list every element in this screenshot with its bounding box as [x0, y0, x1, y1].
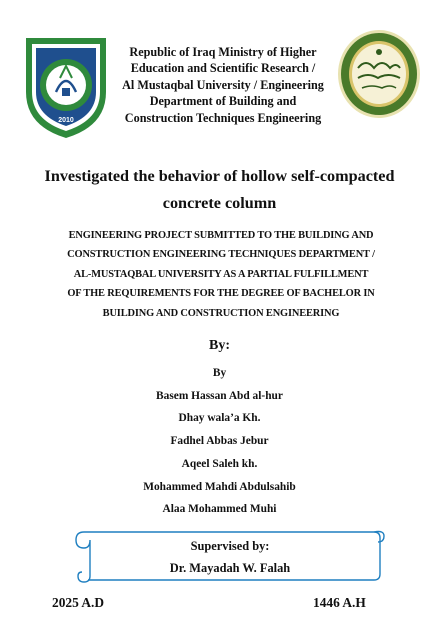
header-line: Department of Building and	[149, 94, 297, 109]
submission-line: OF THE REQUIREMENTS FOR THE DEGREE OF BACHELOR IN	[67, 288, 375, 300]
by-heading: By:	[209, 338, 230, 353]
author-name: Fadhel Abbas Jebur	[170, 435, 269, 448]
by-subheading: By	[212, 367, 227, 379]
submission-line: ENGINEERING PROJECT SUBMITTED TO THE BUILDING AND	[68, 230, 374, 241]
supervisor-label: Supervised by:	[190, 539, 270, 553]
submission-line: AL-MUSTAQBAL UNIVERSITY AS A PARTIAL FULFILLMENT	[73, 268, 369, 280]
scroll-banner	[74, 524, 386, 586]
college-seal-logo	[336, 28, 422, 120]
submission-line: BUILDING AND CONSTRUCTION ENGINEERING	[102, 307, 340, 319]
submission-line: CONSTRUCTION ENGINEERING TECHNIQUES DEPARTMENT /	[67, 249, 375, 261]
author-name: Mohammed Mahdi Abdulsahib	[143, 480, 296, 493]
gregorian-date: 2025 A.D	[52, 595, 105, 610]
author-name: Aqeel Saleh kh.	[181, 457, 258, 470]
project-title	[10, 163, 429, 217]
logo-year: 2010	[58, 117, 74, 124]
header-line: Construction Techniques Engineering	[124, 110, 322, 125]
university-shield-logo	[22, 30, 110, 140]
submission-statement	[42, 226, 400, 323]
authors-list	[0, 362, 439, 521]
author-name: Basem Hassan Abd al-hur	[156, 389, 283, 402]
title-line: concrete column	[162, 194, 277, 212]
institution-header	[118, 44, 328, 126]
author-name: Alaa Mohammed Muhi	[162, 503, 277, 516]
supervisor-name: Dr. Mayadah W. Falah	[169, 561, 291, 575]
hijri-date: 1446 A.H	[313, 595, 366, 610]
header-line: Al Mustaqbal University / Engineering	[122, 77, 324, 92]
author-name: Dhay wala’a Kh.	[178, 412, 261, 425]
header-line: Education and Scientific Research /	[130, 61, 316, 76]
header-line: Republic of Iraq Ministry of Higher	[129, 45, 317, 59]
title-line: Investigated the behavior of hollow self-compacted	[44, 167, 395, 185]
